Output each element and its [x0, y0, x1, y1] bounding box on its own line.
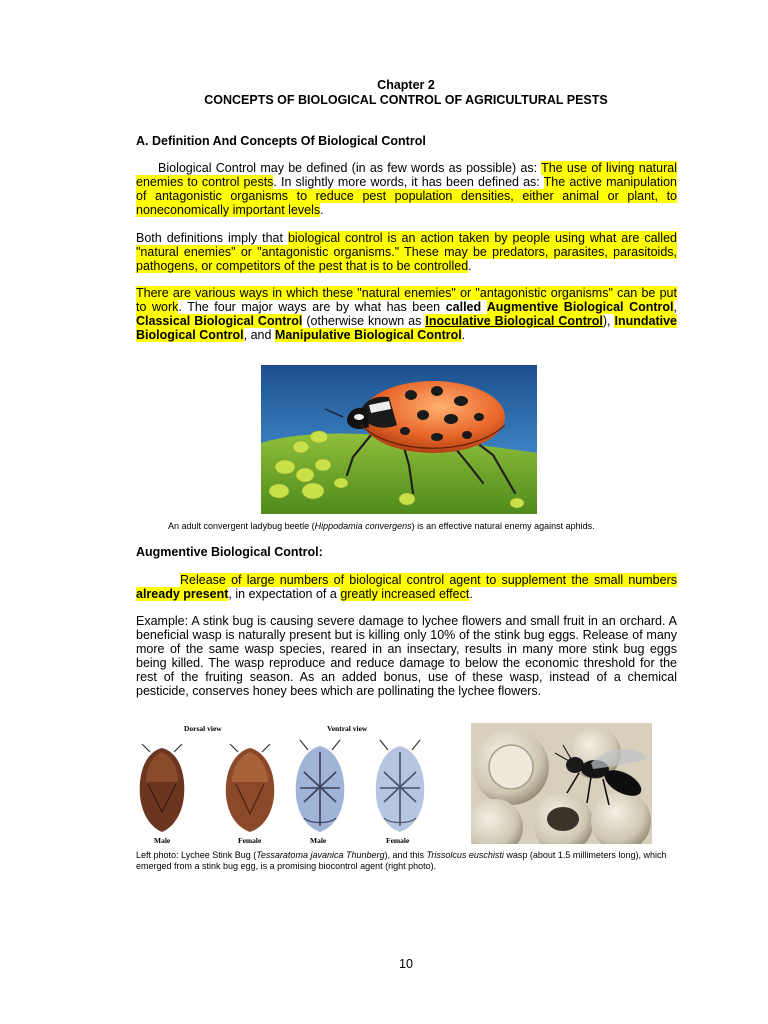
- text-run: ),: [602, 314, 615, 328]
- stink-bug-photo: [134, 722, 434, 846]
- implication-paragraph: [136, 231, 677, 273]
- wasp-illustration: [471, 723, 652, 844]
- wasp-photo: [471, 723, 652, 844]
- text-run: , in expectation of a: [228, 587, 341, 601]
- text-run: .: [461, 328, 466, 342]
- text-run: , and: [243, 328, 275, 342]
- text-run: . In slightly more words, it has been defined as:: [273, 175, 544, 189]
- highlighted-term: Classical Biological Control: [136, 314, 303, 328]
- augmentive-definition: [136, 573, 677, 601]
- ladybug-caption: [168, 521, 595, 532]
- example-paragraph: Example: A stink bug is causing severe damage to lychee flowers and small fruit in an orchard. A beneficial wasp is naturally present but is killing only 10% of the stink bug eggs. Release of many more of the same wasp species, reared in an insectary, results in many more stink bug eggs being killed. The wasp reproduce and reduce damage to below the economic threshold for the rest of the fruiting season. As an added bonus, use of these wasp, instead of a chemical pesticide, conserves honey bees which are pollinating the lychee flowers.: [136, 614, 677, 698]
- caption-text: An adult convergent ladybug beetle (: [168, 521, 315, 531]
- highlighted-text: biological control is an action taken by people using what are called "natural enemies" or "antagonistic organisms." These may be predators, parasites, parasitoids, pathogens, or competitors of the pest that is to be controlled: [136, 231, 677, 273]
- ladybug-illustration: [261, 365, 537, 514]
- species-name: Tessaratoma javanica Thunberg: [256, 850, 385, 860]
- text-run: .: [469, 587, 473, 601]
- highlighted-text: The active manipulation of antagonistic organisms to reduce pest population densities, either animal or plant, to noneconomically important levels: [136, 175, 677, 217]
- bug-label-male-dorsal: Male: [154, 836, 171, 845]
- definition-paragraph: [136, 161, 677, 217]
- text-run: .: [320, 203, 324, 217]
- bug-label-female-ventral: Female: [386, 836, 410, 845]
- bug-label-female-dorsal: Female: [238, 836, 262, 845]
- caption-text: ), and this: [384, 850, 427, 860]
- highlighted-text: Release of large numbers of biological control agent to supplement the small numbers: [180, 573, 677, 587]
- page-number: 10: [399, 957, 413, 971]
- highlighted-text: greatly increased effect: [340, 587, 470, 601]
- highlighted-term: already present: [136, 587, 229, 601]
- highlighted-term: Augmentive Biological Control: [486, 300, 674, 314]
- stink-bug-caption: [136, 850, 681, 872]
- dorsal-view-label: Dorsal view: [184, 724, 222, 733]
- text-run: Biological Control may be defined (in as few words as possible) as:: [158, 161, 542, 175]
- species-name: Trissolcus euschisti: [426, 850, 504, 860]
- text-run: (otherwise known as: [302, 314, 426, 328]
- bug-label-male-ventral: Male: [310, 836, 327, 845]
- highlighted-term: Inoculative Biological Control: [425, 314, 603, 328]
- text-run: [481, 300, 487, 314]
- bold-text: called: [445, 300, 482, 314]
- chapter-title: CONCEPTS OF BIOLOGICAL CONTROL OF AGRICULTURAL PESTS: [204, 93, 608, 107]
- highlighted-text: The use of living natural enemies to control pests: [136, 161, 677, 189]
- section-a-heading: A. Definition And Concepts Of Biological Control: [136, 134, 426, 148]
- chapter-number: Chapter 2: [377, 78, 435, 92]
- ladybug-photo: [261, 365, 537, 514]
- caption-text: wasp (about 1.5 millimeters long), which emerged from a stink bug egg, is a promising biocontrol agent (right photo).: [136, 850, 667, 871]
- stink-bug-illustration: [134, 722, 434, 846]
- text-run: . The four major ways are by what has been: [178, 300, 446, 314]
- species-name: Hippodamia convergens: [314, 521, 412, 531]
- methods-paragraph: [136, 286, 677, 342]
- text-run: Both definitions imply that: [136, 231, 288, 245]
- highlighted-text: There are various ways in which these "natural enemies" or "antagonistic organisms" can be put to work: [136, 286, 677, 314]
- caption-text: ) is an effective natural enemy against aphids.: [411, 521, 595, 531]
- caption-text: Left photo: Lychee Stink Bug (: [136, 850, 257, 860]
- text-run: ,: [673, 300, 677, 314]
- highlighted-term: Manipulative Biological Control: [274, 328, 462, 342]
- text-run: .: [468, 259, 472, 273]
- ventral-view-label: Ventral view: [327, 724, 368, 733]
- augmentive-heading: Augmentive Biological Control:: [136, 545, 323, 559]
- highlighted-term: Inundative Biological Control: [136, 314, 677, 342]
